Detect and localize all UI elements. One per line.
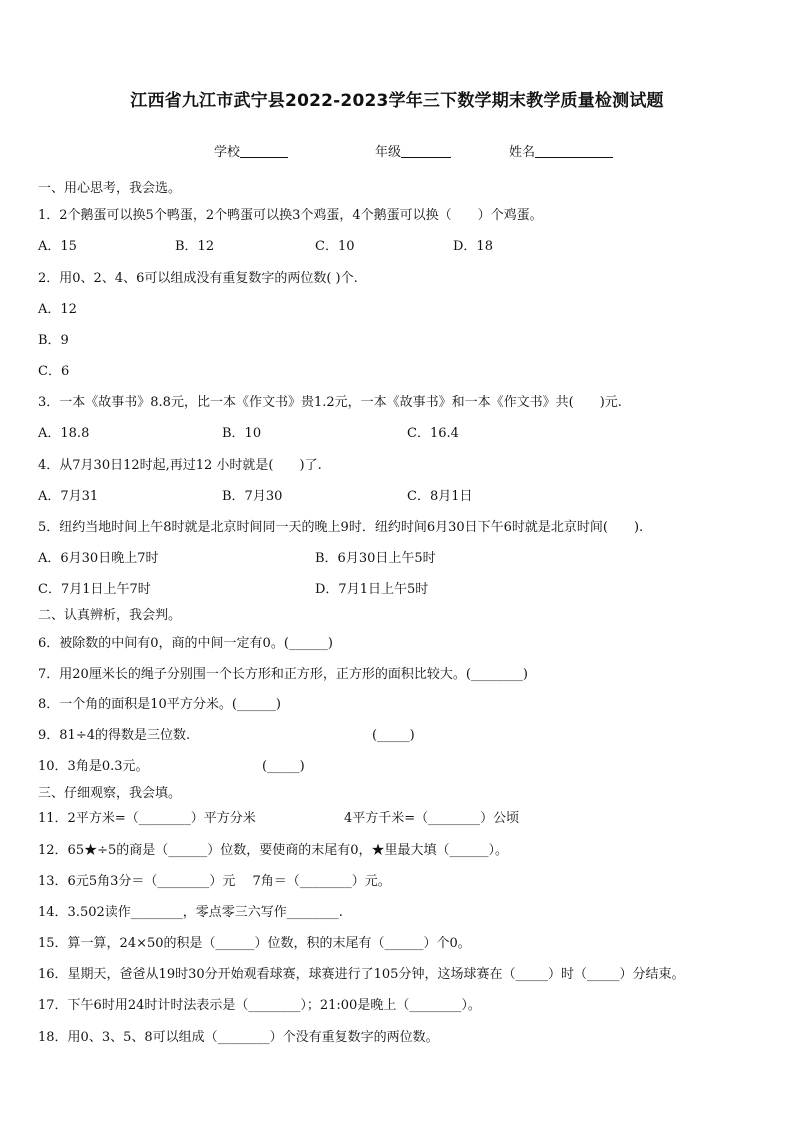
grade-blank [401,144,451,158]
question-9: 9．81÷4的得数是三位数. [38,728,191,743]
name-label: 姓名 [509,145,536,160]
q5-option-a: A．6月30日晚上7时 [38,551,159,566]
school-field [214,141,288,160]
question-15: 15．算一算，24×50的积是（______）位数，积的末尾有（______）个0。 [38,936,471,951]
q2-option-c: C．6 [38,364,70,379]
question-7: 7．用20厘米长的绳子分别围一个长方形和正方形，正方形的面积比较大。(________) [38,667,528,682]
question-2: 2．用0、2、4、6可以组成没有重复数字的两位数( )个. [38,271,358,286]
question-12: 12．65★÷5的商是（______）位数，要使商的末尾有0，★里最大填（______）。 [38,843,509,858]
question-1: 1．2个鹅蛋可以换5个鸭蛋，2个鸭蛋可以换3个鸡蛋，4个鹅蛋可以换（ ）个鸡蛋。 [38,208,543,223]
question-4: 4．从7月30日12时起,再过12 小时就是( )了. [38,458,322,473]
q1-option-c: C．10 [315,239,355,254]
q5-option-d: D．7月1日上午5时 [315,582,429,597]
question-10: 10．3角是0.3元。 [38,759,149,774]
page-title: 江西省九江市武宁县2022-2023学年三下数学期末教学质量检测试题 [130,91,664,111]
q1-option-b: B．12 [175,239,215,254]
question-5: 5．纽约当地时间上午8时就是北京时间同一天的晚上9时．纽约时间6月30日下午6时就是北京时间( ). [38,520,644,535]
grade-label: 年级 [375,145,402,160]
question-13: 13．6元5角3分＝（________）元 7角＝（________）元。 [38,874,391,889]
q2-option-b: B．9 [38,333,69,348]
q1-option-d: D．18 [453,239,493,254]
section-heading-1: 一、用心思考，我会选。 [38,181,182,196]
section-heading-2: 二、认真辨析，我会判。 [38,608,182,623]
q4-option-c: C．8月1日 [407,489,473,504]
q5-option-b: B．6月30日上午5时 [315,551,436,566]
q3-option-b: B．10 [222,426,262,441]
school-label: 学校 [214,145,241,160]
question-11-part-1: 11．2平方米=（________）平方分米 [38,811,256,826]
question-3: 3．一本《故事书》8.8元，比一本《作文书》贵1.2元，一本《故事书》和一本《作文书》共( )元. [38,395,622,410]
q2-option-a: A．12 [38,302,77,317]
question-11-part-2: 4平方千米=（________）公顷 [344,811,520,826]
q4-option-b: B．7月30 [222,489,283,504]
question-14: 14．3.502读作________，零点零三六写作________. [38,905,343,920]
q3-option-a: A．18.8 [38,426,90,441]
question-8: 8．一个角的面积是10平方分米。(______) [38,697,281,712]
question-9-blank: (_____) [372,728,415,743]
q5-option-c: C．7月1日上午7时 [38,582,151,597]
grade-field [375,141,451,160]
section-heading-3: 三、仔细观察，我会填。 [38,786,182,801]
question-10-blank: (_____) [262,759,305,774]
question-18: 18．用0、3、5、8可以组成（________）个没有重复数字的两位数。 [38,1030,439,1045]
question-17: 17．下午6时用24时计时法表示是（________）；21:00是晚上（________）。 [38,998,481,1013]
name-blank [535,144,613,158]
question-16: 16．星期天，爸爸从19时30分开始观看球赛，球赛进行了105分钟，这场球赛在（_____）时（_____）分结束。 [38,967,685,982]
question-6: 6．被除数的中间有0，商的中间一定有0。(______) [38,636,333,651]
name-field [509,141,613,160]
q4-option-a: A．7月31 [38,489,99,504]
school-blank [240,144,288,158]
q3-option-c: C．16.4 [407,426,459,441]
q1-option-a: A．15 [38,239,77,254]
